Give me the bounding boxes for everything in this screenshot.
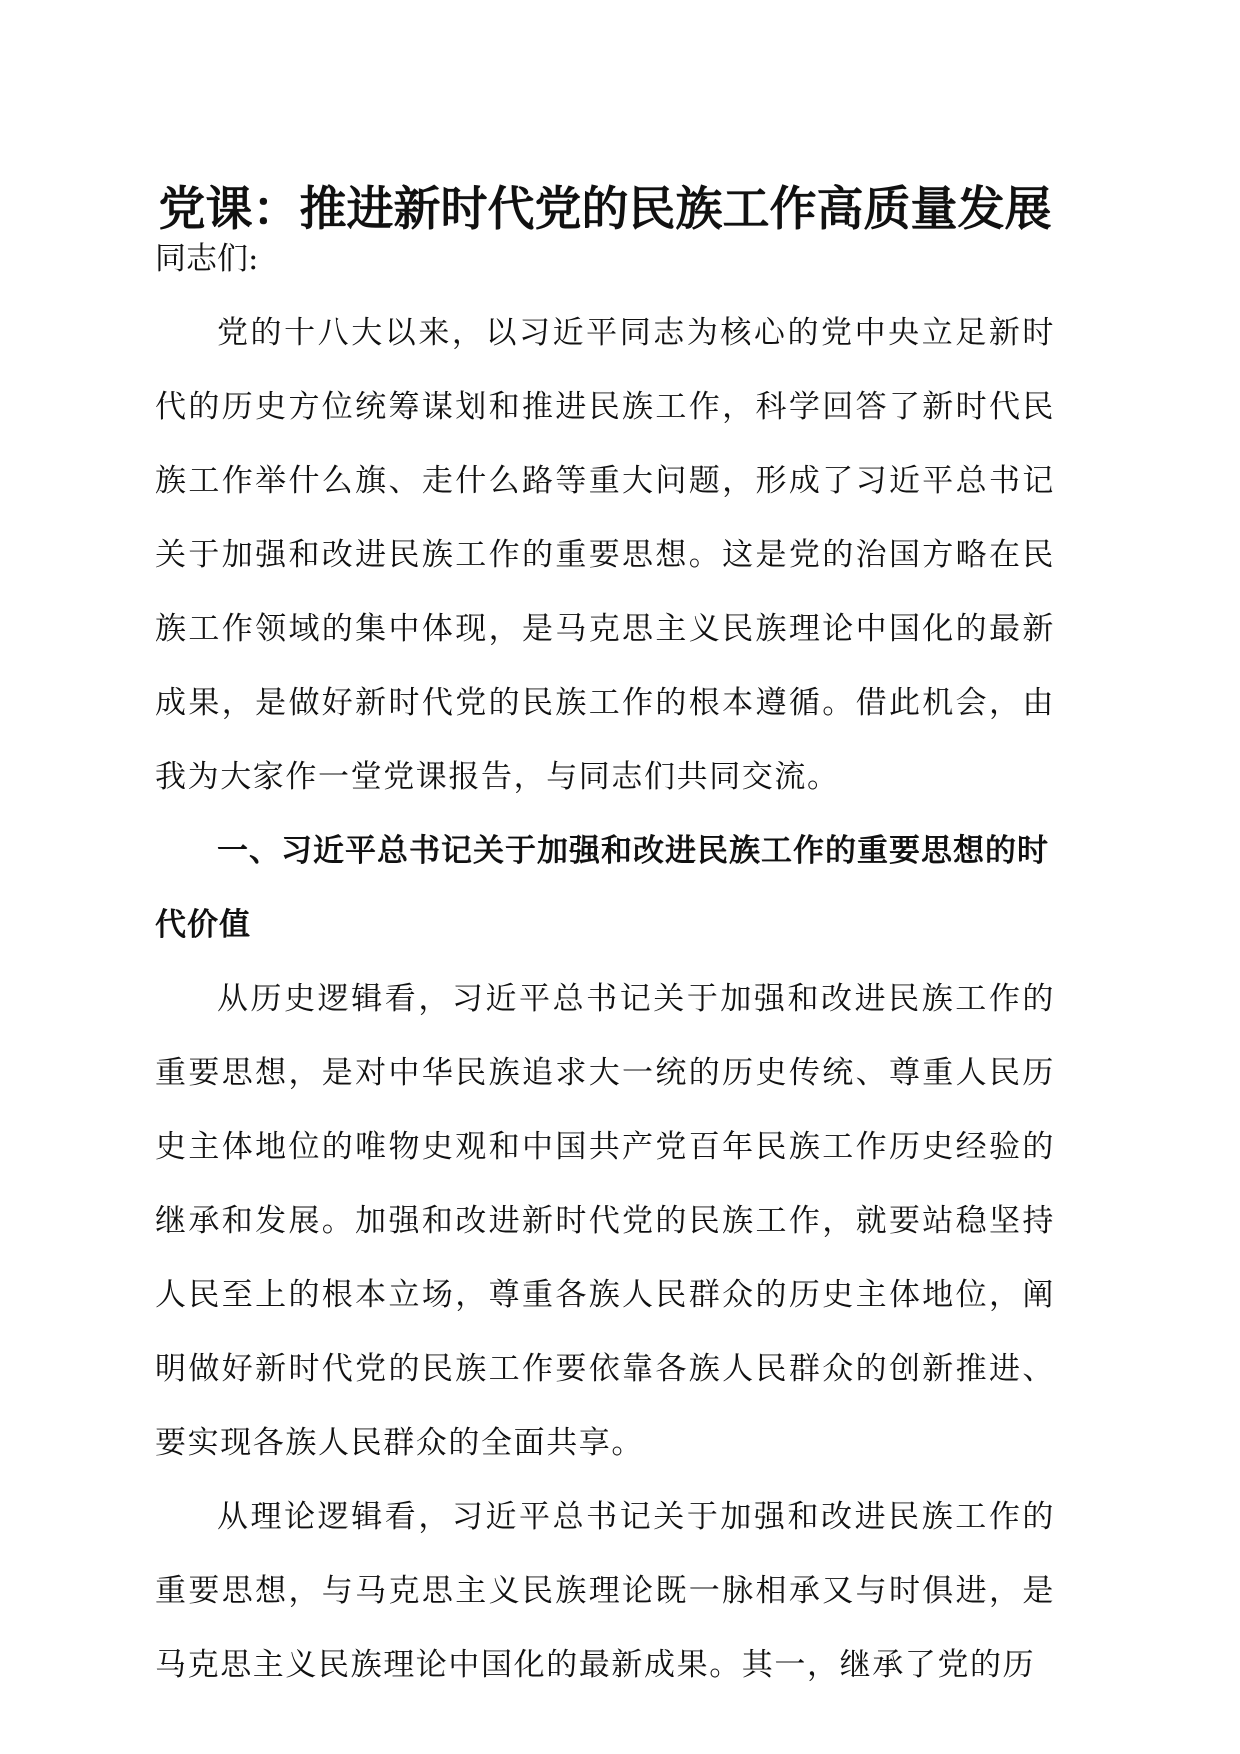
section-heading-1: 一、习近平总书记关于加强和改进民族工作的重要思想的时代价值 [155, 833, 1049, 943]
section-1-paragraph-1: 从历史逻辑看，习近平总书记关于加强和改进民族工作的重要思想，是对中华民族追求大一统的历史传统、尊重人民历史主体地位的唯物史观和中国共产党百年民族工作历史经验的继承和发展。加强和改进新时代党的民族工作，就要站稳坚持人民至上的根本立场，尊重各族人民群众的历史主体地位，阐明做好新时代党的民族工作要依靠各族人民群众的创新推进、要实现各族人民群众的全面共享。 [155, 981, 1055, 1461]
salutation: 同志们: [155, 241, 259, 277]
document-body [155, 222, 1055, 1702]
intro-paragraph: 党的十八大以来，以习近平同志为核心的党中央立足新时代的历史方位统筹谋划和推进民族工作，科学回答了新时代民族工作举什么旗、走什么路等重大问题，形成了习近平总书记关于加强和改进民族工作的重要思想。这是党的治国方略在民族工作领域的集中体现，是马克思主义民族理论中国化的最新成果，是做好新时代党的民族工作的根本遵循。借此机会，由我为大家作一堂党课报告，与同志们共同交流。 [155, 315, 1055, 795]
section-1-paragraph-2: 从理论逻辑看，习近平总书记关于加强和改进民族工作的重要思想，与马克思主义民族理论既一脉相承又与时俱进，是马克思主义民族理论中国化的最新成果。其一，继承了党的历 [155, 1499, 1055, 1683]
document-title: 党课：推进新时代党的民族工作高质量发展 [158, 182, 1052, 237]
